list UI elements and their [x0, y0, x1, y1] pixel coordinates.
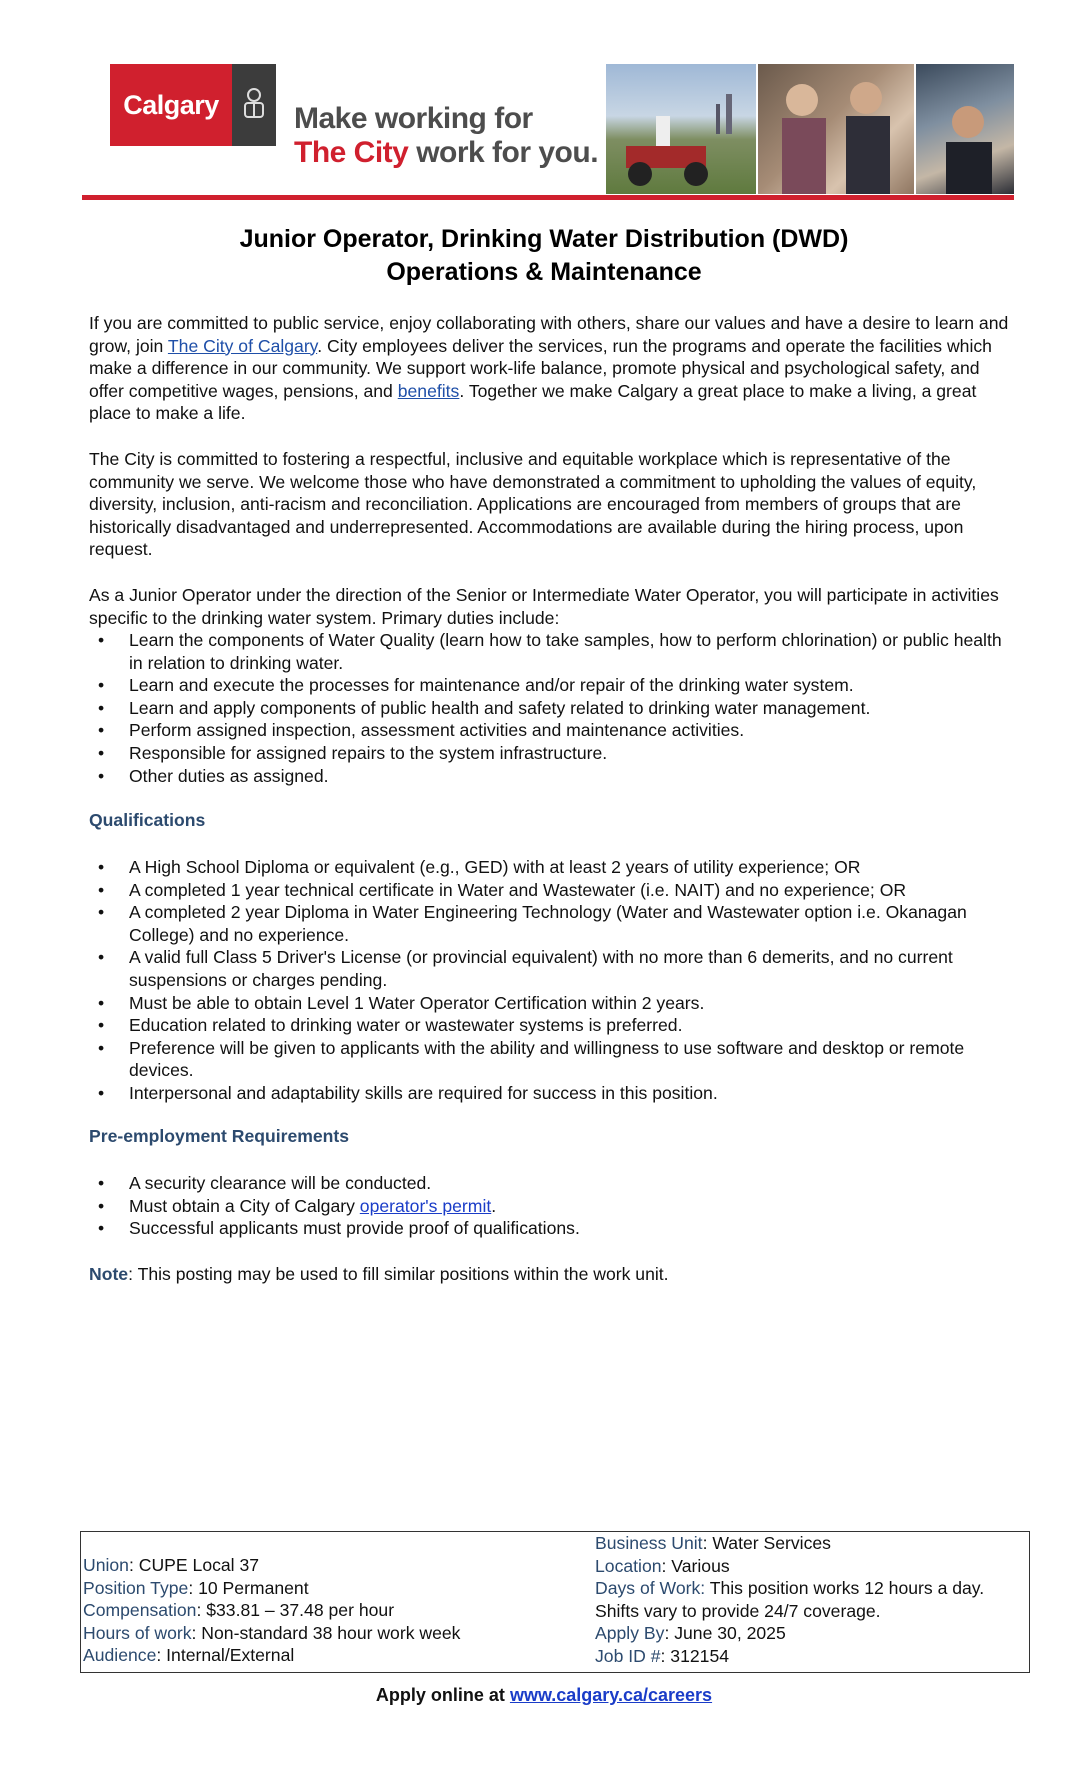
union-value: : CUPE Local 37 [128, 1555, 260, 1575]
apply-by-label: Apply By [595, 1623, 665, 1644]
intro-text-b: . City employees deliver the services, run the programs and operate the facilities which make a difference in our community. We support work-life balance, promote physical and psychological safety, and offer competitive wages, pensions, and [89, 335, 992, 401]
list-item: • A completed 2 year Diploma in Water Engineering Technology (Water and Wastewater option i.e. Okanagan College) and no experience. [89, 901, 1019, 946]
qualifications-heading: Qualifications [89, 810, 206, 830]
days-of-work-value: This position works 12 hours a day. Shifts vary to provide 24/7 coverage. [595, 1578, 985, 1621]
intro-paragraph-3: As a Junior Operator under the direction of the Senior or Intermediate Water Operator, you will participate in activities specific to the drinking water system. Primary duties include: [89, 585, 999, 628]
preemployment-list [89, 1172, 1019, 1240]
hours-row [83, 1622, 593, 1645]
note-text: : This posting may be used to fill similar positions within the work unit. [128, 1264, 669, 1284]
intro-paragraph-1 [89, 312, 1019, 425]
list-item: • Learn the components of Water Quality (learn how to take samples, how to perform chlorination) or public health in relation to drinking water. [89, 629, 1019, 674]
audience-row [83, 1644, 593, 1667]
intro-paragraph-2: The City is committed to fostering a respectful, inclusive and equitable workplace which is representative of the community we serve. We welcome those who have demonstrated a commitment to upholding the values of equity, diversity, inclusion, anti-racism and reconciliation. Applications are encouraged from members of groups that are historically disadvantaged and underrepresented. Accommodations are available during the hiring process, upon request. [89, 449, 977, 560]
benefits-link[interactable]: benefits [397, 380, 460, 401]
city-of-calgary-link[interactable]: The City of Calgary [167, 335, 318, 356]
list-item: • A valid full Class 5 Driver's License (or provincial equivalent) with no more than 6 demerits, and no current suspensions or charges pending. [89, 946, 1019, 991]
list-item: • Responsible for assigned repairs to the system infrastructure. [89, 742, 1019, 765]
business-unit-row [595, 1532, 1025, 1555]
apply-online-text: Apply online at [375, 1685, 510, 1705]
qualifications-list [89, 856, 1019, 1105]
tagline-red-text: The City [294, 136, 409, 169]
tagline-line-2 [294, 136, 598, 170]
preemployment-heading: Pre-employment Requirements [89, 1126, 350, 1146]
list-item: • Successful applicants must provide proof of qualifications. [89, 1217, 1019, 1240]
intro-text-a: If you are committed to public service, enjoy collaborating with others, share our values and have a desire to learn and grow, join [89, 313, 1009, 356]
compensation-label: Compensation [83, 1600, 197, 1621]
position-type-value: : 10 Permanent [188, 1577, 309, 1598]
business-unit-label: Business Unit [595, 1533, 703, 1553]
list-item: • Learn and apply components of public health and safety related to drinking water management. [89, 697, 1019, 720]
header-banner [82, 64, 1014, 200]
days-of-work-label: Days of Work: [595, 1578, 706, 1599]
job-title: Junior Operator, Drinking Water Distribution (DWD) [239, 225, 849, 253]
banner-photo-mower [606, 64, 756, 194]
tagline-rest-text: work for you. [408, 136, 599, 169]
location-row [595, 1555, 1025, 1578]
hours-label: Hours of work [83, 1622, 192, 1643]
info-left-column [83, 1554, 593, 1667]
operators-permit-link[interactable]: operator's permit [359, 1195, 492, 1216]
note-paragraph [89, 1263, 1019, 1286]
banner-photo-staff [758, 64, 914, 194]
calgary-logo [110, 64, 276, 146]
compensation-value: : $33.81 – 37.48 per hour [196, 1600, 395, 1621]
business-unit-value: : Water Services [702, 1533, 831, 1553]
apply-by-value: : June 30, 2025 [664, 1623, 786, 1644]
list-item: • Perform assigned inspection, assessment activities and maintenance activities. [89, 719, 1019, 742]
union-row [83, 1554, 593, 1577]
hours-value: : Non-standard 38 hour work week [191, 1622, 461, 1643]
intro-text-c: . Together we make Calgary a great place to make a living, a great place to make a life. [89, 380, 977, 424]
list-item: • A completed 1 year technical certificate in Water and Wastewater (i.e. NAIT) and no experience; OR [89, 879, 1019, 902]
careers-link[interactable]: www.calgary.ca/careers [509, 1685, 713, 1705]
banner-photo-driver [916, 64, 1014, 194]
list-item: • A High School Diploma or equivalent (e.g., GED) with at least 2 years of utility experience; OR [89, 856, 1019, 879]
list-item: • Other duties as assigned. [89, 765, 1019, 788]
job-info-box [80, 1531, 1030, 1673]
crest-icon [232, 64, 276, 146]
job-id-label: Job ID # [595, 1645, 661, 1666]
list-item: • A security clearance will be conducted. [89, 1172, 1019, 1195]
list-item: • Interpersonal and adaptability skills are required for success in this position. [89, 1082, 1019, 1105]
location-value: : Various [661, 1555, 730, 1576]
audience-value: : Internal/External [156, 1645, 295, 1666]
apply-online [0, 1685, 1088, 1706]
permit-text-a: Must obtain a City of Calgary [129, 1195, 360, 1216]
permit-text-b: . [491, 1195, 497, 1216]
list-item: • Preference will be given to applicants with the ability and willingness to use software and desktop or remote devices. [89, 1037, 1019, 1082]
compensation-row [83, 1599, 593, 1622]
list-item [89, 1195, 1019, 1218]
info-right-column [595, 1532, 1025, 1668]
duties-list [89, 629, 1019, 787]
note-label: Note [89, 1264, 129, 1284]
position-type-row [83, 1577, 593, 1600]
union-label: Union [83, 1555, 129, 1575]
job-subtitle: Operations & Maintenance [386, 258, 702, 286]
banner-tagline [294, 102, 598, 170]
list-item: • Education related to drinking water or wastewater systems is preferred. [89, 1014, 1019, 1037]
tagline-line-1: Make working for [294, 102, 533, 135]
job-id-row [595, 1645, 1025, 1668]
audience-label: Audience [83, 1645, 157, 1666]
list-item: • Must be able to obtain Level 1 Water Operator Certification within 2 years. [89, 992, 1019, 1015]
position-type-label: Position Type [83, 1577, 189, 1598]
logo-wordmark: Calgary [110, 64, 232, 146]
job-id-value: : 312154 [660, 1645, 730, 1666]
days-of-work-row [595, 1577, 1025, 1622]
apply-by-row [595, 1622, 1025, 1645]
location-label: Location [595, 1555, 662, 1576]
list-item: • Learn and execute the processes for maintenance and/or repair of the drinking water system. [89, 674, 1019, 697]
banner-red-rule [82, 195, 1014, 200]
